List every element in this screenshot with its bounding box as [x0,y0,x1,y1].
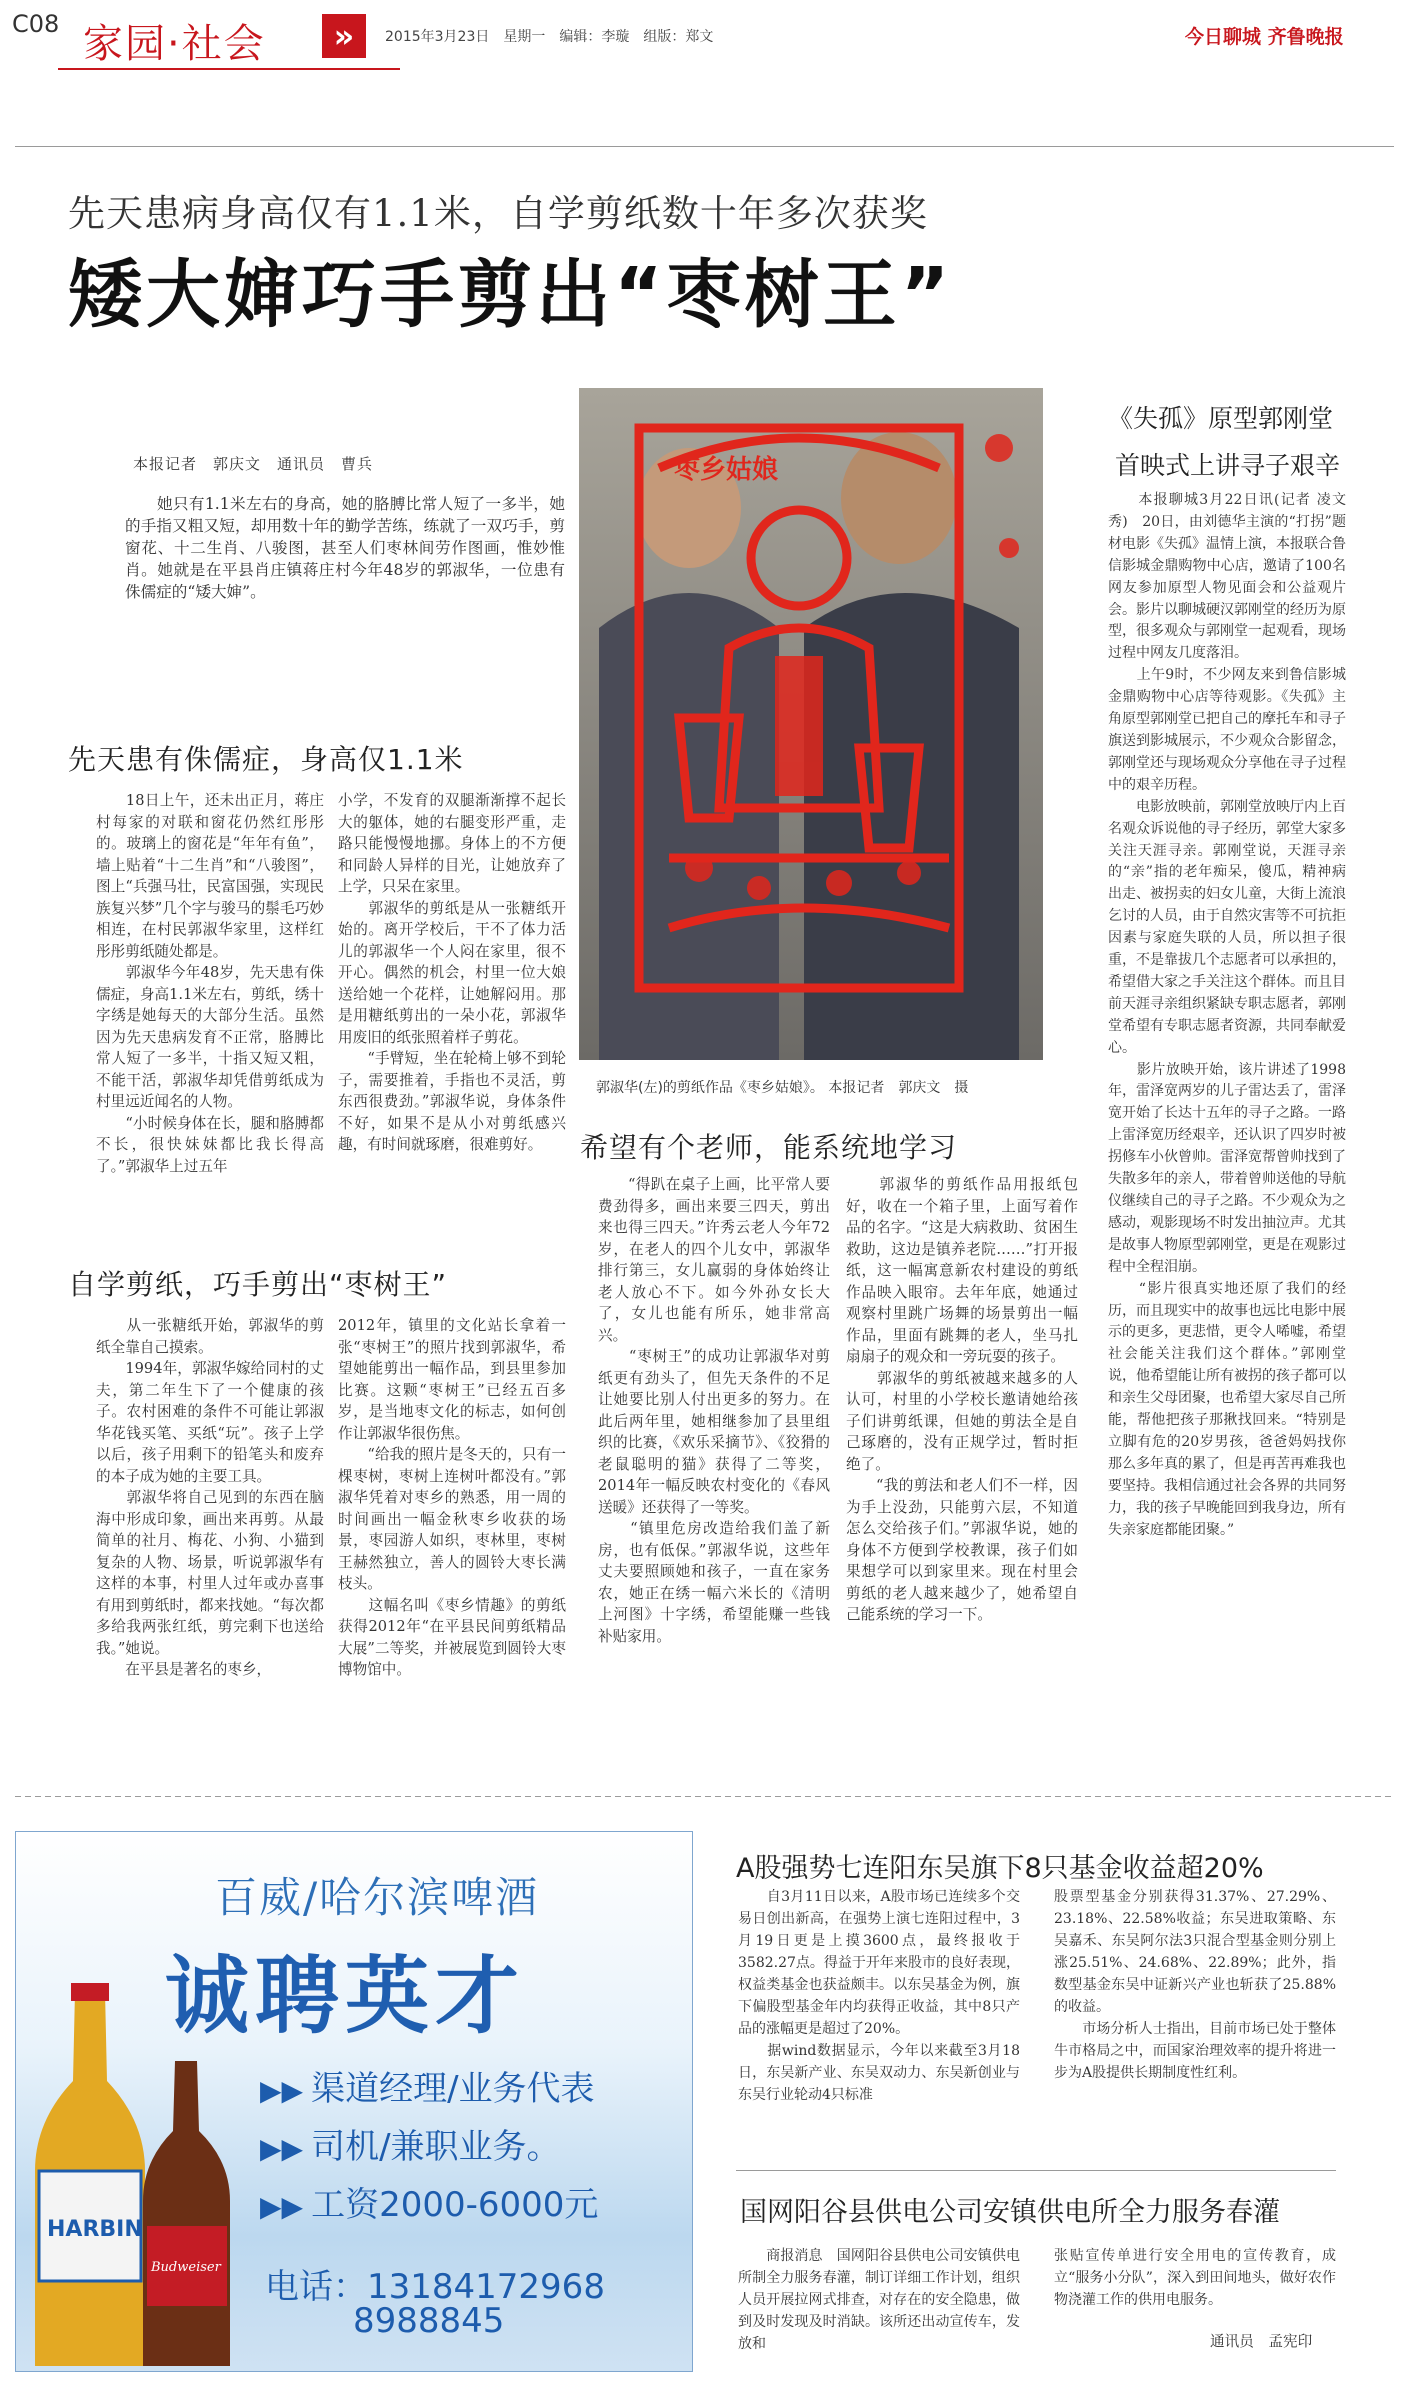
ad-job-label: 渠道经理/业务代表 [311,2069,595,2109]
section-underline [58,68,400,70]
power-article-col-1: 商报消息 国网阳谷县供电公司安镇供电所制全力服务春灌，制订详细工作计划，组织人员开展拉网式排查，对存在的安全隐患，做到及时发现及时消缺。该所还出动宣传车，发放和 [738,2248,1020,2352]
chevron-right-icon: » [322,14,366,58]
photo-caption: 郭淑华(左)的剪纸作品《枣乡姑娘》。 本报记者 郭庆文 摄 [596,1080,969,1096]
double-chevron-icon: ▶▶ [260,2132,304,2165]
power-article-col-2: 张贴宣传单进行安全用电的宣传教育，成立“服务小分队”，深入到田间地头，做好农作物浇灌工作的供用电服务。 [1054,2248,1336,2308]
lower-divider [15,1796,1394,1797]
paper-cut-photo [579,388,1043,1060]
bottle-label-text-2: Budweiser [151,2260,221,2275]
side-story-title-line-2: 首映式上讲寻子艰辛 [1115,451,1341,480]
page-number: C08 [12,10,60,38]
fund-article-title: A股强势七连阳东吴旗下8只基金收益超20% [736,1853,1264,1884]
side-story-body: 本报聊城3月22日讯(记者 凌文秀) 20日，由刘德华主演的“打拐”题材电影《失孤》温情上演，本报联合鲁信影城金鼎购物中心店，邀请了100名网友参加原型人物见面会和公益观片会。影片以聊城硬汉郭刚堂的经历为原型，很多观众与郭刚堂一起观看，现场过程中网友几度落泪。 上午9时，不少网友来到鲁信影城金鼎购物中心店等待观影。《失孤》主角原型郭刚堂已把自己的摩托车和寻子旗送到影城展示，不少观众合影留念，郭刚堂还与现场观众分享他在寻子过程中的艰辛历程。 电影放映前，郭刚堂放映厅内上百名观众诉说他的寻子经历，郭堂大家多关注天涯寻亲。郭刚堂说，天涯寻亲的“亲”指的老年痴呆，傻瓜，精神病出走、被拐卖的妇女儿童，大街上流浪乞讨的人员，由于自然灾害等不可抗拒因素与家庭失联的人员，所以担子很重，不是靠拔几个志愿者可以承担的，希望借大家之手关注这个群体。而且目前天涯寻亲组织紧缺专职志愿者，郭刚堂希望有专职志愿者资源，共同奉献爱心。 影片放映开始，该片讲述了1998年，雷泽宽两岁的儿子雷达丢了，雷泽宽开始了长达十五年的寻子之路。一路上雷泽宽历经艰辛，还认识了四岁时被拐修车小伙曾帅。雷泽宽帮曾帅找到了失散多年的亲人，带着曾帅送他的导航仪继续自己的寻子之路。不少观众为之感动，观影现场不时发出抽泣声。尤其是故事人物原型郭刚堂，更是在观影过程中全程泪崩。 “影片很真实地还原了我们的经历，而且现实中的故事也远比电影中展示的更多，更悲惜，更令人唏嘘，希望社会能关注我们这个群体。”郭刚堂说，他希望能让所有被拐的孩子都可以和亲生父母团聚，也希望大家尽自己所能，帮他把孩子那揪找回来。“特别是立脚有危的20岁男孩，爸爸妈妈找你那么多年真的累了，但是再苦再难我也要坚持。我相信通过社会各界的共同努力，我的孩子早晚能回到我身边，所有失亲家庭都能团聚。” [1108,492,1346,1538]
article-lead: 她只有1.1米左右的身高，她的胳膊比常人短了一多半，她的手指又粗又短，却用数十年的勤学苦练，练就了一双巧手，剪窗花、十二生肖、八骏图，甚至人们枣林间劳作图画，惟妙惟肖。她就是在平县肖庄镇蒋庄村今年48岁的郭淑华，一位患有侏儒症的“矮大婶”。 [125,495,565,601]
fund-article-col-1: 自3月11日以来，A股市场已连续多个交易日创出新高，在强势上演七连阳过程中，3月19日更是上摸3600点，最终报收于3582.27点。得益于开年来股市的良好表现，权益类基金也获益颇丰。以东吴基金为例，旗下偏股型基金年内均获得正收益，其中8只产品的涨幅更是超过了20%。 据wind数据显示，今年以来截至3月18日，东吴新产业、东吴双动力、东吴新创业与东吴行业轮动4只标准 [738,1889,1020,2103]
ad-brand: 百威/哈尔滨啤酒 [215,1873,540,1922]
photo-illustration [579,388,1043,1060]
article-kicker: 先天患病身高仅有1.1米，自学剪纸数十年多次获奖 [68,192,928,235]
fund-article-col-2: 股票型基金分别获得31.37%、27.29%、23.18%、22.58%收益；东吴进取策略、东吴嘉禾、东吴阿尔法3只混合型基金则分别上涨25.51%、24.68%、22.89%；此外，指数型基金东吴中证新兴产业也斩获了25.88%的收益。 市场分析人士指出，目前市场已处于整体牛市格局之中，而国家治理效率的提升将进一步为A股提供长期制度性红利。 [1054,1889,1336,2081]
article-headline: 矮大婶巧手剪出“枣树王” [68,252,954,338]
section-2-col-1: 从一张糖纸开始，郭淑华的剪纸全靠自己摸索。 1994年，郭淑华嫁给同村的丈夫，第二年生下了一个健康的孩子。农村困难的条件不可能让郭淑华花钱买笔、买纸“玩”。孩子上学以后，孩子用剩下的铅笔头和废弃的本子成为她的主要工具。 郭淑华将自己见到的东西在脑海中形成印象，画出来再剪。从最简单的社月、梅花、小狗、小猫到复杂的人物、场景，听说郭淑华有这样的本事，村里人过年或办喜事有用到剪纸时，都来找她。“每次都多给我两张红纸，剪完剩下也送给我。”她说。 在平县是著名的枣乡， [96,1317,324,1678]
paper-cut-text: 枣乡姑娘 [674,455,779,485]
section-1-col-2: 小学，不发育的双腿渐渐撑不起长大的躯体，她的右腿变形严重，走路只能慢慢地挪。身体上的不方便和同龄人异样的目光，让她放弃了上学，只呆在家里。 郭淑华的剪纸是从一张糖纸开始的。离开学校后，干不了体力活儿的郭淑华一个人闷在家里，很不开心。偶然的机会，村里一位大娘送给她一个花样，让她解闷用。那是用糖纸剪出的一朵小花，郭淑华用废旧的纸张照着样子剪花。 “手臂短，坐在轮椅上够不到轮子，需要推着，手指也不灵活，剪东西很费劲。”郭淑华说，身体条件不好，如果不是从小对剪纸感兴趣，有时间就琢磨，很难剪好。 [338,792,566,1153]
header-divider [15,146,1394,147]
double-chevron-icon: ▶▶ [260,2190,304,2223]
subheading-3: 希望有个老师，能系统地学习 [580,1131,958,1164]
double-chevron-icon: ▶▶ [260,2074,304,2107]
beer-bottles-image [25,1971,265,2371]
fund-divider [736,2170,1336,2171]
ad-job-row-3 [260,2177,598,2226]
recruitment-ad [15,1831,693,2372]
ad-job-row-2 [260,2119,561,2168]
power-article-author: 通讯员 孟宪印 [1210,2333,1313,2350]
section-3-col-2: 郭淑华的剪纸作品用报纸包好，收在一个箱子里，上面写着作品的名字。“这是大病救助、贫困生救助，这边是镇养老院……”打开报纸，这一幅寓意新农村建设的剪纸作品映入眼帘。去年年底，她通过观察村里跳广场舞的场景剪出一幅作品，里面有跳舞的老人，坐马扎扇扇子的观众和一旁玩耍的孩子。 郭淑华的剪纸被越来越多的人认可，村里的小学校长邀请她给孩子们讲剪纸课，但她的剪法全是自己琢磨的，没有正规学过，暂时拒绝了。 “我的剪法和老人们不一样，因为手上没劲，只能剪六层，不知道怎么交给孩子们。”郭淑华说，她的身体不方便到学校教课，孩子们如果想学可以到家里来。现在村里会剪纸的老人越来越少了，她希望自己能系统的学习一下。 [846,1176,1078,1623]
ad-job-row-1 [260,2061,595,2110]
bottle-label-text: HARBIN [47,2217,143,2242]
ad-phone-2: 8988845 [353,2301,505,2341]
section-2-col-2: 2012年，镇里的文化站长拿着一张“枣树王”的照片找到郭淑华，希望她能剪出一幅作品，到县里参加比赛。这颗“枣树王”已经五百多岁，是当地枣文化的标志，如何创作让郭淑华很伤焦。 “给我的照片是冬天的，只有一棵枣树，枣树上连树叶都没有。”郭淑华凭着对枣乡的熟悉，用一周的时间画出一幅金秋枣乡收获的场景，枣园游人如织，枣林里，枣树王赫然独立，善人的圆铃大枣长满枝头。 这幅名叫《枣乡情趣》的剪纸获得2012年“在平县民间剪纸精品大展”二等奖，并被展览到圆铃大枣博物馆中。 [338,1317,566,1678]
ad-job-label: 司机/兼职业务。 [311,2127,561,2167]
issue-info: 2015年3月23日 星期一 编辑：李璇 组版：郑文 [385,29,714,45]
newspaper-brand: 今日聊城 齐鲁晚报 [1185,26,1344,48]
power-article-title: 国网阳谷县供电公司安镇供电所全力服务春灌 [740,2197,1280,2228]
ad-salary-label: 工资2000-6000元 [311,2185,599,2225]
article-byline: 本报记者 郭庆文 通讯员 曹兵 [133,455,374,473]
subheading-2: 自学剪纸，巧手剪出“枣树王” [68,1268,448,1301]
side-story-title-line-1: 《失孤》原型郭刚堂 [1108,404,1334,433]
section-title: 家园·社会 [83,21,266,67]
ad-slogan: 诚聘英才 [165,1947,526,2045]
ad-phone: 电话：13184172968 [265,2267,605,2307]
section-3-col-1: “得趴在桌子上画，比平常人要费劲得多，画出来要三四天，剪出来也得三四天。”许秀云老人今年72岁，在老人的四个儿女中，郭淑华排行第三，女儿赢弱的身体始终让老人放心不下。如今外孙女长大了，女儿也能有所乐，她非常高兴。 “枣树王”的成功让郭淑华对剪纸更有劲头了，但先天条件的不足让她要比别人付出更多的努力。在此后两年里，她相继参加了县里组织的比赛，《欢乐采摘节》、《狡猾的老鼠聪明的猫》获得了二等奖，2014年一幅反映农村变化的《春风送暖》还获得了一等奖。 “镇里危房改造给我们盖了新房，也有低保。”郭淑华说，这些年丈夫要照顾她和孩子，一直在家务农，她正在绣一幅六米长的《清明上河图》十字绣，希望能赚一些钱补贴家用。 [598,1176,830,1645]
subheading-1: 先天患有侏儒症，身高仅1.1米 [68,743,464,776]
section-1-col-1: 18日上午，还未出正月，蒋庄村每家的对联和窗花仍然红彤彤的。玻璃上的窗花是“年年有鱼”，墙上贴着“十二生肖”和“八骏图”，图上“兵强马壮，民富国强，实现民族复兴梦”几个字与骏马的鬃毛巧妙相连，在村民郭淑华家里，这样红彤彤剪纸随处都是。 郭淑华今年48岁，先天患有侏儒症，身高1.1米左右，剪纸，绣十字绣是她每天的大部分生活。虽然因为先天患病发育不正常，胳膊比常人短了一多半，十指又短又粗，不能干活，郭淑华却凭借剪纸成为村里远近闻名的人物。 “小时候身体在长，腿和胳膊都不长，很快妹妹都比我长得高了。”郭淑华上过五年 [96,792,324,1175]
